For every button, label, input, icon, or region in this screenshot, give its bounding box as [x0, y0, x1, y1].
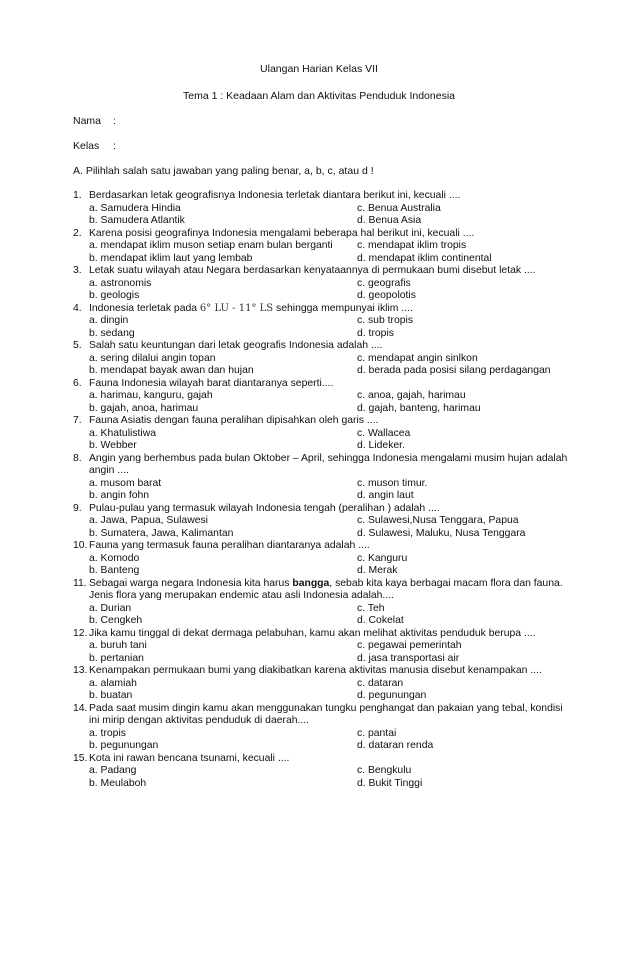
question-item [73, 453, 593, 503]
option-c[interactable]: c. Wallacea [357, 427, 411, 439]
page-title: Ulangan Harian Kelas VII [260, 63, 378, 75]
answer-options [73, 678, 593, 703]
question-item [73, 703, 593, 753]
option-b[interactable]: b. gajah, anoa, harimau [89, 402, 199, 414]
option-b[interactable]: b. Banteng [89, 565, 140, 576]
option-a[interactable]: a. sering dilalui angin topan [89, 352, 216, 364]
question-number: 12. [73, 627, 88, 639]
option-c[interactable]: c. sub tropis [357, 315, 414, 326]
question-stem [73, 378, 593, 391]
question-item [73, 228, 593, 266]
question-item [73, 665, 593, 703]
question-stem [73, 228, 593, 241]
question-stem [73, 628, 593, 641]
question-text: Karena posisi geografinya Indonesia mengalami beberapa hal berikut ini, kecuali .... [89, 227, 475, 239]
page-theme: Tema 1 : Keadaan Alam dan Aktivitas Penduduk Indonesia [182, 90, 455, 102]
question-text: Kenampakan permukaan bumi yang diakibatkan karena aktivitas manusia disebut kenampakan .... [89, 665, 542, 676]
option-a[interactable]: a. Khatulistiwa [89, 427, 156, 439]
option-c[interactable]: c. Bengkulu [357, 765, 412, 776]
option-b[interactable]: b. mendapat bayak awan dan hujan [89, 365, 254, 376]
class-label: Kelas [73, 140, 100, 152]
answer-options [73, 640, 593, 665]
question-item [73, 340, 593, 378]
question-item [73, 415, 593, 453]
question-list [73, 190, 593, 790]
option-c[interactable]: c. muson timur. [357, 477, 428, 489]
question-number: 9. [73, 502, 82, 514]
question-number: 14. [73, 702, 88, 714]
latitude-range: 6° LU - 11° LS [199, 302, 274, 314]
question-text: Fauna Asiatis dengan fauna peralihan dipisahkan oleh garis .... [89, 415, 379, 426]
option-d[interactable]: d. gajah, banteng, harimau [357, 402, 481, 414]
option-d[interactable]: d. angin laut [357, 490, 414, 501]
option-d[interactable]: d. Lideker. [357, 440, 405, 451]
option-c[interactable]: c. Benua Australia [357, 202, 441, 214]
question-text: Indonesia terletak pada [89, 302, 200, 314]
option-d[interactable]: d. Cokelat [357, 615, 404, 626]
question-text: Pulau-pulau yang termasuk wilayah Indonesia tengah (peralihan ) adalah .... [89, 502, 440, 514]
option-d[interactable]: d. mendapat iklim continental [357, 252, 492, 264]
option-a[interactable]: a. musom barat [89, 477, 162, 489]
option-a[interactable]: a. astronomis [89, 277, 152, 289]
question-text: Angin yang berhembus pada bulan Oktober – April, sehingga Indonesia mengalami musim hujan adalah [89, 452, 568, 464]
option-d[interactable]: d. Bukit Tinggi [357, 777, 423, 789]
question-number: 15. [73, 752, 88, 764]
option-b[interactable]: b. angin fohn [89, 490, 150, 501]
option-d[interactable]: d. Merak [357, 565, 398, 576]
question-stem [73, 665, 593, 678]
question-number: 5. [73, 340, 82, 351]
option-b[interactable]: b. mendapat iklim laut yang lembab [89, 252, 253, 264]
option-c[interactable]: c. anoa, gajah, harimau [357, 390, 466, 401]
option-a[interactable]: a. harimau, kanguru, gajah [89, 390, 213, 401]
answer-options [73, 240, 593, 265]
option-a[interactable]: a. Jawa, Papua, Sulawesi [89, 515, 208, 526]
question-stem [73, 190, 593, 203]
option-c[interactable]: c. pantai [357, 727, 397, 739]
question-stem [73, 265, 593, 278]
question-text: Fauna yang termasuk fauna peralihan diantaranya adalah .... [89, 540, 370, 551]
option-c[interactable]: c. mendapat angin sinlkon [357, 352, 478, 364]
question-item [73, 578, 593, 628]
question-stem [73, 340, 593, 353]
question-text: Sebagai warga negara Indonesia kita harus [89, 577, 293, 589]
option-b[interactable]: b. geologis [89, 290, 140, 301]
class-colon: : [113, 140, 116, 152]
question-stem [73, 415, 593, 428]
question-text: Kota ini rawan bencana tsunami, kecuali .... [89, 752, 290, 764]
answer-options [73, 515, 593, 540]
option-d[interactable]: d. Sulawesi, Maluku, Nusa Tenggara [357, 527, 526, 539]
option-b[interactable]: b. pertanian [89, 652, 144, 664]
answer-options [73, 478, 593, 503]
option-a[interactable]: a. Samudera Hindia [89, 202, 181, 214]
question-text-line2: angin .... [89, 465, 129, 476]
question-text: Letak suatu wilayah atau Negara berdasarkan kenyataannya di permukaan bumi disebut letak .... [89, 265, 536, 276]
option-c[interactable]: c. mendapat iklim tropis [357, 240, 467, 251]
question-stem [73, 503, 593, 516]
option-a[interactable]: a. Durian [89, 602, 132, 614]
question-item [73, 303, 593, 341]
option-b[interactable]: b. Meulaboh [89, 777, 147, 789]
question-stem [73, 753, 593, 766]
question-item [73, 378, 593, 416]
option-d[interactable]: d. dataran renda [357, 740, 434, 751]
answer-options [73, 315, 593, 340]
option-b[interactable]: b. pegunungan [89, 740, 159, 751]
question-number: 11. [73, 577, 87, 589]
option-a[interactable]: a. tropis [89, 727, 126, 739]
option-b[interactable]: b. Samudera Atlantik [89, 215, 185, 226]
answer-options [73, 390, 593, 415]
name-colon: : [113, 115, 116, 127]
name-field [73, 115, 116, 127]
option-a[interactable]: a. mendapat iklim muson setiap enam bulan berganti [89, 240, 333, 251]
answer-options [73, 765, 593, 790]
option-c[interactable]: c. Kanguru [357, 552, 408, 564]
question-text-cont: , sebab kita kaya berbagai macam flora dan fauna. [329, 577, 563, 589]
option-d[interactable]: d. geopolotis [357, 290, 416, 301]
option-c[interactable]: c. Sulawesi,Nusa Tenggara, Papua [357, 515, 519, 526]
option-a[interactable]: a. Komodo [89, 552, 140, 564]
question-text: Jika kamu tinggal di dekat dermaga pelabuhan, kamu akan melihat aktivitas penduduk berupa .... [89, 627, 536, 639]
question-number: 8. [73, 452, 82, 464]
emphasis-word: bangga [292, 577, 330, 589]
answer-options [73, 603, 593, 628]
answer-options [73, 278, 593, 303]
question-item [73, 753, 593, 791]
option-b[interactable]: b. buatan [89, 690, 133, 701]
question-number: 13. [73, 665, 88, 676]
question-number: 2. [73, 227, 82, 239]
question-item [73, 540, 593, 578]
question-stem [73, 703, 593, 728]
answer-options [73, 353, 593, 378]
option-a[interactable]: a. Padang [89, 765, 137, 776]
question-number: 4. [73, 302, 82, 314]
question-number: 1. [73, 190, 82, 201]
option-b[interactable]: b. sedang [89, 327, 135, 339]
question-item [73, 503, 593, 541]
name-label: Nama [73, 115, 102, 127]
question-stem [73, 453, 593, 478]
question-stem [73, 540, 593, 553]
question-stem [73, 303, 593, 316]
option-d[interactable]: d. berada pada posisi silang perdagangan [357, 365, 551, 376]
answer-options [73, 728, 593, 753]
option-d[interactable]: d. pegunungan [357, 690, 427, 701]
answer-options [73, 203, 593, 228]
answer-options [73, 553, 593, 578]
option-c[interactable]: c. geografis [357, 277, 411, 289]
question-text-cont: sehingga mempunyai iklim .... [273, 302, 413, 314]
option-b[interactable]: b. Sumatera, Jawa, Kalimantan [89, 527, 234, 539]
option-a[interactable]: a. dingin [89, 315, 129, 326]
question-text-line2: Jenis flora yang merupakan endemic atau asli Indonesia adalah.... [89, 590, 394, 601]
question-text: Salah satu keuntungan dari letak geografis Indonesia adalah .... [89, 340, 383, 351]
option-c[interactable]: c. dataran [357, 677, 404, 689]
question-number: 3. [73, 265, 82, 276]
option-d[interactable]: d. jasa transportasi air [357, 652, 460, 664]
question-number: 10. [73, 540, 88, 551]
option-b[interactable]: b. Webber [89, 440, 137, 451]
question-item [73, 628, 593, 666]
option-b[interactable]: b. Cengkeh [89, 615, 143, 626]
option-c[interactable]: c. pegawai pemerintah [357, 640, 462, 651]
question-text: Berdasarkan letak geografisnya Indonesia terletak diantara berikut ini, kecuali .... [89, 190, 461, 201]
question-text: Fauna Indonesia wilayah barat diantaranya seperti.... [89, 377, 334, 389]
question-stem [73, 578, 593, 603]
instruction: A. Pilihlah salah satu jawaban yang paling benar, a, b, c, atau d ! [73, 165, 374, 177]
question-text: Pada saat musim dingin kamu akan menggunakan tungku penghangat dan pakaian yang tebal, kondisi [89, 702, 563, 714]
question-item [73, 190, 593, 228]
option-a[interactable]: a. buruh tani [89, 640, 147, 651]
option-d[interactable]: d. tropis [357, 327, 394, 339]
answer-options [73, 428, 593, 453]
option-a[interactable]: a. alamiah [89, 677, 137, 689]
question-text-line2: ini mirip dengan aktivitas penduduk di daerah.... [89, 715, 310, 726]
question-number: 7. [73, 415, 82, 426]
option-c[interactable]: c. Teh [357, 602, 385, 614]
class-field [73, 140, 116, 152]
question-item [73, 265, 593, 303]
question-number: 6. [73, 377, 82, 389]
option-d[interactable]: d. Benua Asia [357, 215, 422, 226]
